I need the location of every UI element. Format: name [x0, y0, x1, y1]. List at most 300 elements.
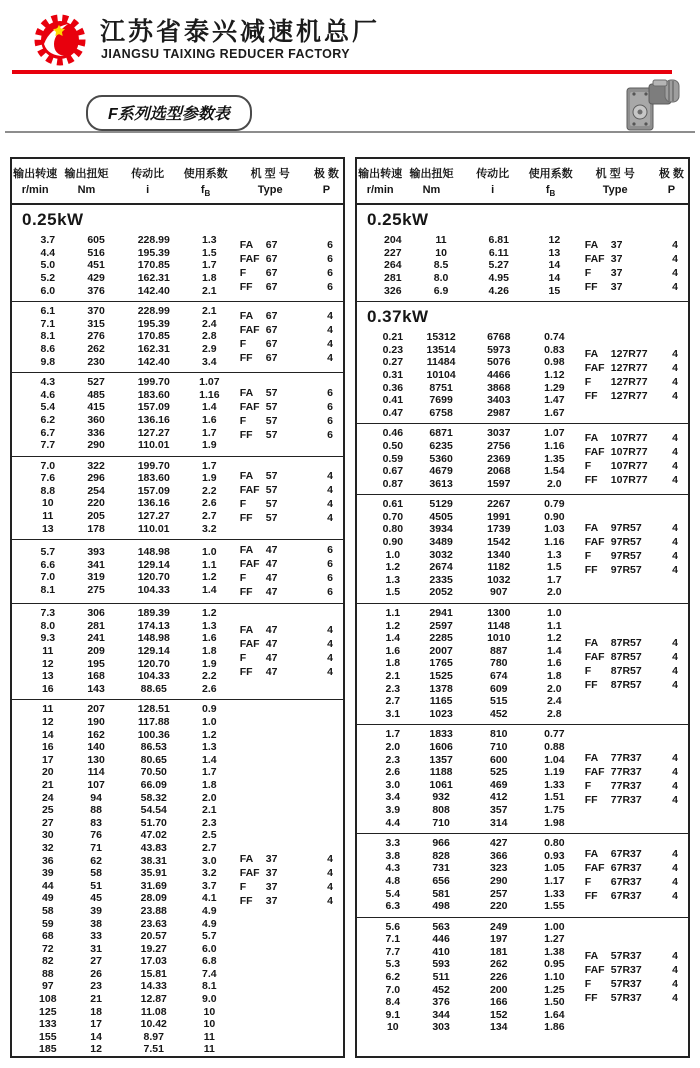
cell-ratio: 58.32: [140, 791, 167, 804]
cell-service-factor: 1.3: [547, 548, 562, 561]
type-row: [585, 889, 686, 903]
type-size: 67: [265, 252, 278, 265]
table-row: [26, 272, 234, 285]
cell-speed: 5.7: [40, 546, 56, 559]
type-prefix: F: [239, 414, 247, 427]
cell-speed: 1.1: [385, 607, 401, 620]
header-speed: 输出转速 r/min: [13, 168, 58, 196]
table-row: [371, 683, 579, 696]
type-prefix: FF: [584, 473, 598, 486]
data-block: [12, 539, 343, 603]
type-size: 37: [265, 866, 278, 879]
table-row: [371, 272, 579, 285]
cell-torque: 3032: [429, 548, 453, 561]
type-size: 47: [265, 652, 278, 665]
table-row: [26, 305, 234, 318]
cell-torque: 190: [87, 716, 105, 728]
cell-service-factor: 2.0: [547, 586, 562, 599]
cell-speed: 0.47: [382, 406, 404, 419]
cell-torque: 33: [90, 930, 102, 943]
cell-torque: 12: [90, 1043, 102, 1056]
pole-count: 4: [327, 880, 333, 893]
cell-service-factor: 1.3: [202, 619, 217, 632]
table-row: [26, 330, 234, 343]
cell-ratio: 600: [489, 753, 508, 766]
cell-ratio: 1739: [487, 523, 511, 536]
type-prefix: F: [584, 978, 592, 991]
cell-service-factor: 1.8: [202, 271, 217, 284]
cell-ratio: 1542: [487, 536, 511, 549]
cell-service-factor: 0.74: [544, 331, 565, 344]
cell-service-factor: 10: [203, 1005, 216, 1018]
type-prefix: FAF: [584, 362, 605, 375]
cell-ratio: 4466: [487, 368, 511, 381]
type-size: 87R57: [610, 636, 642, 649]
cell-service-factor: 0.95: [544, 958, 565, 971]
cell-service-factor: 1.16: [544, 439, 565, 452]
type-prefix: FF: [239, 586, 253, 599]
pole-count: 4: [672, 459, 678, 472]
type-prefix: FF: [584, 793, 598, 806]
cell-speed: 0.23: [382, 343, 404, 356]
type-prefix: FA: [584, 238, 599, 251]
type-prefix: FF: [584, 889, 598, 902]
cell-service-factor: 1.16: [199, 388, 220, 401]
table-body-left: [12, 205, 343, 1056]
table-row: [26, 427, 234, 440]
cell-speed: 5.6: [385, 920, 401, 933]
type-prefix: FA: [584, 521, 599, 534]
type-size: 87R57: [610, 664, 642, 677]
cell-ratio: 170.85: [137, 259, 170, 272]
pole-count: 4: [672, 266, 678, 279]
type-prefix: FF: [584, 280, 598, 293]
pole-count: 4: [327, 484, 333, 497]
type-row: [240, 651, 341, 665]
cell-torque: 6871: [429, 427, 453, 440]
type-size: 37: [610, 266, 623, 279]
type-prefix: FAF: [584, 252, 605, 265]
type-size: 107R77: [610, 459, 648, 472]
table-row: [26, 234, 234, 247]
cell-service-factor: 2.1: [202, 804, 217, 817]
type-row: [240, 386, 341, 400]
cell-torque: 336: [87, 426, 105, 439]
cell-ratio: 127.27: [137, 510, 170, 523]
pole-count: 6: [327, 414, 333, 427]
pole-count: 4: [327, 866, 333, 879]
cell-service-factor: 4.1: [202, 892, 217, 905]
cell-speed: 0.41: [382, 394, 404, 407]
cell-speed: 2.3: [385, 753, 401, 766]
cell-ratio: 249: [489, 920, 508, 933]
cell-torque: 581: [432, 887, 450, 900]
cell-ratio: 810: [489, 728, 508, 741]
type-size: 87R57: [610, 678, 642, 691]
cell-ratio: 152: [489, 1008, 508, 1021]
type-size: 37: [265, 894, 278, 907]
cell-torque: 2674: [429, 561, 453, 574]
type-row: [240, 637, 341, 651]
type-prefix: FA: [239, 386, 254, 399]
type-row: [585, 650, 686, 664]
type-row: [585, 549, 686, 563]
cell-service-factor: 2.6: [202, 497, 217, 510]
type-size: 97R57: [610, 521, 642, 534]
cell-service-factor: 1.9: [202, 657, 217, 670]
cell-ratio: 195.39: [137, 246, 170, 259]
data-block: [357, 917, 688, 1038]
cell-speed: 1.5: [385, 586, 401, 599]
cell-speed: 7.0: [385, 983, 401, 996]
cell-service-factor: 1.3: [202, 741, 217, 754]
cell-ratio: 2756: [487, 439, 511, 452]
page-title: F系列选型参数表: [86, 95, 252, 131]
cell-ratio: 110.01: [137, 439, 170, 452]
type-prefix: FAF: [239, 484, 260, 497]
cell-service-factor: 1.6: [202, 632, 217, 645]
type-row: [240, 280, 341, 294]
cell-torque: 1188: [429, 766, 453, 779]
cell-service-factor: 2.3: [202, 816, 217, 829]
cell-torque: 290: [87, 439, 105, 452]
type-size: 127R77: [610, 348, 648, 361]
cell-ratio: 2987: [487, 406, 511, 419]
cell-service-factor: 1.9: [202, 472, 217, 485]
cell-speed: 9.1: [385, 1008, 401, 1021]
cell-ratio: 200: [489, 983, 508, 996]
type-list: [234, 309, 343, 365]
cell-torque: 15312: [426, 331, 456, 344]
cell-torque: 370: [87, 305, 105, 318]
cell-ratio: 23.88: [140, 904, 167, 917]
type-prefix: FF: [239, 894, 253, 907]
cell-speed: 10: [386, 1021, 399, 1034]
data-rows: [357, 607, 579, 720]
cell-speed: 8.6: [40, 342, 56, 355]
cell-ratio: 183.60: [137, 472, 170, 485]
cell-torque: 315: [87, 317, 105, 330]
type-row: [585, 861, 686, 875]
cell-speed: 59: [41, 917, 54, 930]
table-row: [371, 741, 579, 754]
header-divider: [5, 131, 695, 133]
cell-service-factor: 1.0: [547, 607, 562, 620]
cell-torque: 275: [87, 583, 105, 596]
table-row: [371, 817, 579, 830]
cell-service-factor: 1.6: [202, 413, 217, 426]
cell-ratio: 88.65: [140, 682, 167, 695]
table-row: [26, 968, 234, 981]
pole-count: 4: [327, 624, 333, 637]
table-row: [371, 837, 579, 850]
table-row: [26, 485, 234, 498]
cell-service-factor: 1.3: [202, 234, 217, 247]
type-row: [240, 852, 341, 866]
cell-torque: 3613: [429, 477, 453, 490]
type-row: [240, 866, 341, 880]
type-size: 57R37: [610, 950, 642, 963]
cell-service-factor: 1.04: [544, 753, 565, 766]
type-prefix: F: [239, 880, 247, 893]
table-row: [26, 356, 234, 369]
cell-service-factor: 6.0: [202, 942, 217, 955]
cell-ratio: 128.51: [137, 703, 170, 716]
cell-torque: 808: [432, 803, 450, 816]
data-rows: [357, 921, 579, 1034]
cell-speed: 20: [41, 766, 54, 779]
cell-torque: 58: [90, 867, 102, 880]
type-prefix: FF: [584, 992, 598, 1005]
table-row: [371, 285, 579, 298]
table-row: [26, 703, 234, 716]
cell-torque: 8751: [429, 381, 453, 394]
table-row: [371, 511, 579, 524]
type-prefix: FAF: [584, 964, 605, 977]
cell-torque: 344: [432, 1008, 450, 1021]
pole-count: 4: [327, 470, 333, 483]
table-row: [26, 754, 234, 767]
cell-speed: 6.3: [385, 900, 401, 913]
type-prefix: FAF: [584, 765, 605, 778]
type-prefix: F: [239, 266, 247, 279]
type-row: [585, 977, 686, 991]
cell-ratio: 2068: [487, 465, 511, 478]
table-row: [371, 875, 579, 888]
table-row: [26, 571, 234, 584]
cell-ratio: 129.14: [137, 558, 170, 571]
cell-torque: 605: [87, 234, 105, 247]
cell-torque: 4679: [429, 465, 453, 478]
data-rows: [12, 607, 234, 695]
cell-torque: 143: [87, 682, 105, 695]
cell-speed: 14: [41, 728, 54, 741]
type-size: 57: [265, 400, 278, 413]
cell-service-factor: 2.8: [202, 330, 217, 343]
table-row: [26, 980, 234, 993]
cell-ratio: 100.36: [137, 728, 170, 741]
table-header: [357, 159, 688, 205]
cell-speed: 36: [41, 854, 54, 867]
table-row: [26, 930, 234, 943]
cell-speed: 4.8: [385, 874, 401, 887]
factory-logo-icon: [30, 10, 90, 70]
cell-torque: 195: [87, 657, 105, 670]
cell-ratio: 6.81: [488, 234, 509, 247]
table-header: [12, 159, 343, 205]
type-row: [585, 238, 686, 252]
type-prefix: FAF: [239, 638, 260, 651]
type-row: [240, 337, 341, 351]
cell-speed: 7.0: [40, 571, 56, 584]
type-prefix: FA: [584, 348, 599, 361]
cell-ratio: 257: [489, 887, 508, 900]
data-block: [12, 456, 343, 540]
cell-ratio: 170.85: [137, 330, 170, 343]
cell-service-factor: 1.03: [544, 523, 565, 536]
pole-count: 6: [327, 544, 333, 557]
table-row: [371, 984, 579, 997]
table-row: [26, 510, 234, 523]
cell-torque: 5360: [429, 452, 453, 465]
table-row: [371, 356, 579, 369]
cell-torque: 207: [87, 703, 105, 716]
cell-torque: 2285: [429, 632, 453, 645]
table-row: [26, 880, 234, 893]
type-prefix: FF: [584, 390, 598, 403]
cell-speed: 6.7: [40, 426, 56, 439]
pole-count: 4: [327, 323, 333, 336]
pole-count: 6: [327, 428, 333, 441]
table-row: [371, 331, 579, 344]
type-prefix: FA: [584, 847, 599, 860]
type-prefix: FF: [584, 678, 598, 691]
table-row: [26, 497, 234, 510]
cell-service-factor: 1.00: [544, 920, 565, 933]
type-list: [234, 623, 343, 679]
data-rows: [357, 427, 579, 490]
type-row: [240, 238, 341, 252]
table-row: [371, 670, 579, 683]
cell-service-factor: 1.27: [544, 933, 565, 946]
type-size: 67: [265, 323, 278, 336]
cell-speed: 27: [41, 816, 54, 829]
pole-count: 6: [327, 266, 333, 279]
data-block: [357, 494, 688, 603]
type-list: [579, 751, 688, 807]
cell-torque: 241: [87, 632, 105, 645]
cell-service-factor: 1.86: [544, 1021, 565, 1034]
cell-torque: 83: [90, 816, 102, 829]
table-row: [26, 523, 234, 536]
pole-count: 4: [672, 751, 678, 764]
table-row: [26, 817, 234, 830]
cell-speed: 2.7: [385, 695, 401, 708]
cell-ratio: 1182: [487, 561, 511, 574]
type-row: [585, 847, 686, 861]
pole-count: 4: [672, 238, 678, 251]
header-poles: 极 数 P: [658, 168, 684, 196]
cell-torque: 94: [90, 791, 102, 804]
cell-service-factor: 2.2: [202, 484, 217, 497]
cell-service-factor: 1.2: [202, 728, 217, 741]
data-block: [12, 231, 343, 301]
table-row: [26, 439, 234, 452]
table-row: [371, 440, 579, 453]
cell-ratio: 70.50: [140, 766, 167, 779]
cell-torque: 14: [90, 1030, 102, 1043]
type-prefix: FAF: [584, 650, 605, 663]
type-row: [240, 414, 341, 428]
cell-service-factor: 1.4: [547, 644, 562, 657]
cell-torque: 13514: [426, 343, 456, 356]
type-row: [240, 623, 341, 637]
cell-ratio: 10.42: [140, 1018, 167, 1031]
cell-service-factor: 1.8: [202, 778, 217, 791]
table-row: [26, 955, 234, 968]
cell-torque: 18: [90, 1005, 102, 1018]
table-row: [371, 234, 579, 247]
cell-ratio: 290: [489, 874, 508, 887]
table-row: [26, 607, 234, 620]
table-row: [26, 855, 234, 868]
pole-count: 4: [672, 521, 678, 534]
cell-torque: 341: [87, 558, 105, 571]
cell-ratio: 262: [489, 958, 508, 971]
type-size: 37: [610, 280, 623, 293]
type-size: 47: [265, 586, 278, 599]
type-size: 57: [265, 414, 278, 427]
cell-torque: 322: [87, 459, 105, 472]
cell-torque: 88: [90, 804, 102, 817]
power-section: [357, 205, 688, 301]
type-list: [579, 347, 688, 403]
type-size: 97R57: [610, 535, 642, 548]
table-row: [371, 586, 579, 599]
pole-count: 4: [672, 535, 678, 548]
cell-ratio: 5076: [487, 356, 511, 369]
cell-service-factor: 2.1: [202, 305, 217, 318]
cell-service-factor: 2.7: [202, 841, 217, 854]
table-row: [26, 376, 234, 389]
cell-torque: 140: [87, 741, 105, 754]
cell-torque: 1525: [429, 670, 453, 682]
cell-speed: 49: [41, 892, 54, 905]
cell-service-factor: 8.1: [202, 980, 217, 993]
table-row: [26, 259, 234, 272]
pole-count: 4: [672, 964, 678, 977]
table-row: [371, 946, 579, 959]
table-row: [371, 427, 579, 440]
cell-service-factor: 1.7: [202, 766, 217, 779]
type-prefix: F: [584, 549, 592, 562]
cell-service-factor: 1.8: [547, 670, 562, 682]
type-list: [234, 543, 343, 599]
table-row: [26, 892, 234, 905]
cell-ratio: 142.40: [137, 355, 170, 368]
cell-ratio: 157.09: [137, 484, 170, 497]
cell-speed: 125: [39, 1005, 57, 1018]
type-row: [240, 469, 341, 483]
type-prefix: FF: [584, 563, 598, 576]
pole-count: 4: [327, 894, 333, 907]
cell-speed: 0.90: [382, 536, 404, 549]
pole-count: 4: [672, 875, 678, 888]
cell-torque: 527: [87, 376, 105, 389]
cell-torque: 6235: [429, 439, 453, 452]
cell-speed: 17: [41, 753, 54, 766]
cell-torque: 1765: [429, 657, 453, 670]
cell-ratio: 80.65: [140, 753, 167, 766]
table-row: [371, 1009, 579, 1022]
pole-count: 4: [672, 847, 678, 860]
cell-torque: 45: [90, 892, 102, 905]
cell-torque: 731: [432, 862, 450, 875]
type-row: [240, 557, 341, 571]
data-rows: [12, 546, 234, 596]
cell-service-factor: 11: [203, 1043, 215, 1056]
type-size: 57: [265, 498, 278, 511]
cell-service-factor: 1.4: [202, 753, 217, 766]
cell-service-factor: 3.2: [202, 867, 217, 880]
cell-torque: 1833: [429, 728, 453, 741]
type-row: [585, 563, 686, 577]
pole-count: 4: [672, 992, 678, 1005]
cell-speed: 24: [41, 791, 54, 804]
cell-speed: 3.1: [385, 707, 401, 720]
cell-torque: 107: [87, 778, 105, 791]
cell-service-factor: 1.33: [544, 778, 565, 791]
